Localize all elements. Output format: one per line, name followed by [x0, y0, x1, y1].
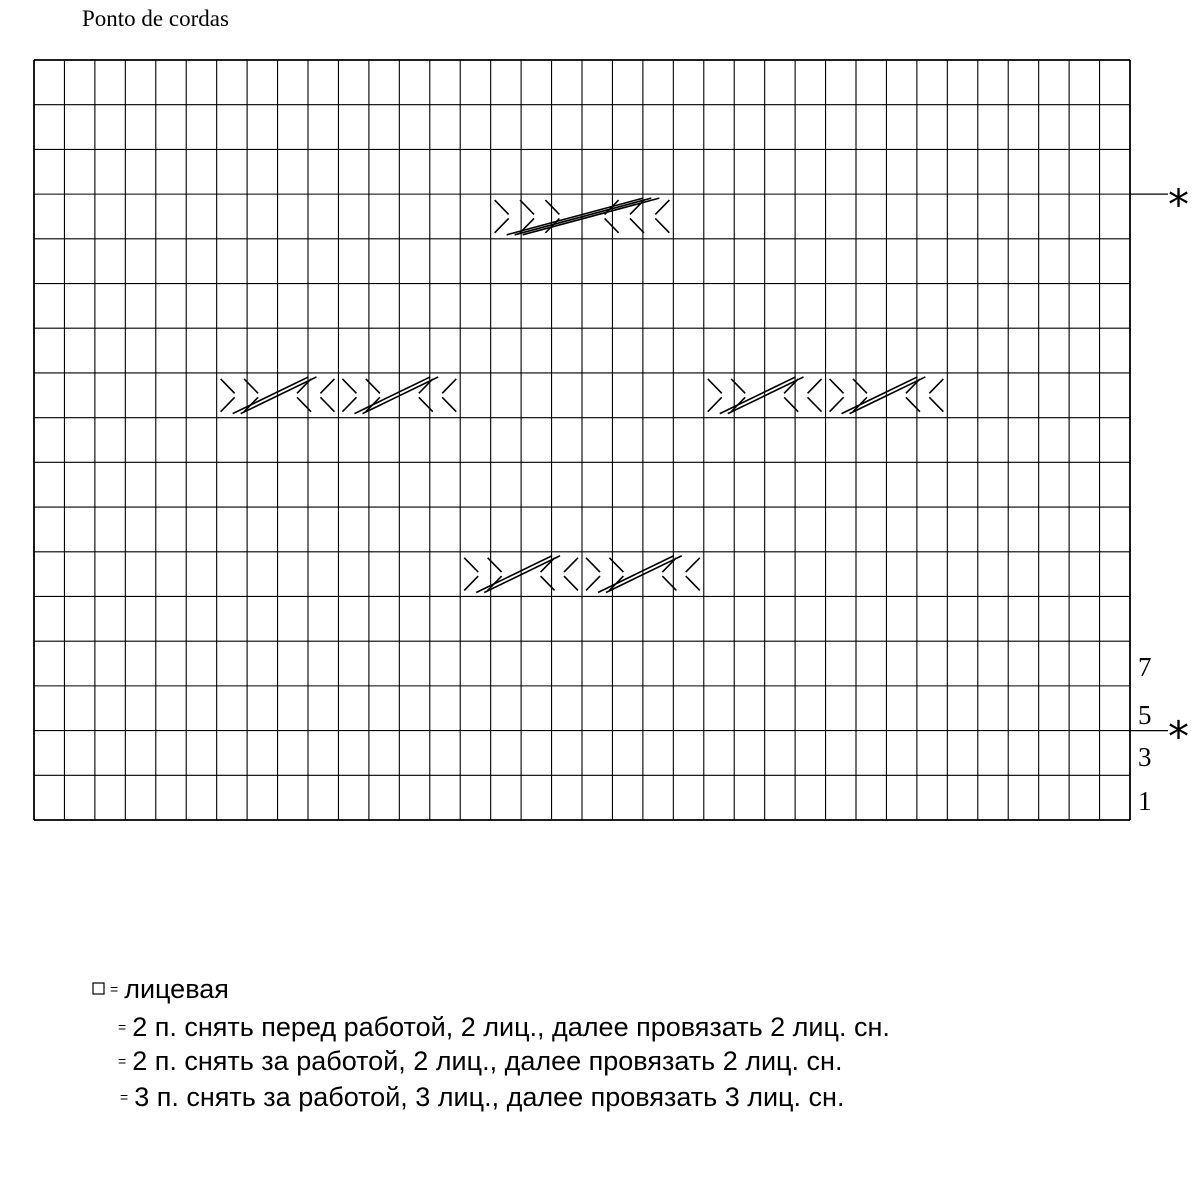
legend-equals: = — [110, 981, 119, 997]
cable-stroke — [320, 379, 334, 393]
cable-stroke — [720, 377, 796, 414]
legend-cable-stroke — [50, 1091, 106, 1103]
cable-stroke — [906, 397, 920, 411]
cable-stroke — [495, 218, 509, 232]
legend-text-knit: лицевая — [124, 973, 229, 1004]
cable-stroke — [655, 218, 669, 232]
legend-cable-stroke — [54, 1055, 66, 1061]
cable-stroke — [442, 379, 456, 393]
legend-cable-stroke — [100, 1027, 112, 1033]
cable-stroke — [354, 377, 430, 414]
cable-stroke — [929, 397, 943, 411]
cable-stroke — [731, 379, 745, 393]
cable-stroke — [830, 397, 844, 411]
legend-cable-stroke — [40, 1027, 52, 1033]
cable-stroke — [342, 379, 356, 393]
cable-stroke — [244, 379, 258, 393]
legend-cable-stroke — [47, 1027, 59, 1033]
cable-stroke — [686, 576, 700, 590]
legend-text-cable-back: 2 п. снять за работой, 2 лиц., далее провязать 2 лиц. сн. — [132, 1045, 843, 1076]
legend-cable-stroke — [40, 1021, 52, 1027]
cable-stroke — [686, 558, 700, 572]
legend-cable-stroke — [102, 1091, 114, 1097]
legend-cable-stroke — [93, 1027, 105, 1033]
cable-stroke — [366, 379, 380, 393]
legend-text-cable-front: 2 п. снять перед работой, 2 лиц., далее провязать 2 лиц. сн. — [132, 1011, 890, 1042]
legend-cable-stroke — [58, 1021, 98, 1033]
cable-stroke — [655, 200, 669, 214]
cable-stroke — [464, 558, 478, 572]
repeat-marker-bottom: * — [1168, 712, 1189, 761]
legend-equals: = — [118, 1053, 127, 1069]
cable-stroke — [586, 558, 600, 572]
legend-cable-stroke — [66, 1055, 92, 1067]
cable-stroke — [853, 379, 867, 393]
cable-stroke — [708, 379, 722, 393]
legend-cable-stroke — [61, 1061, 73, 1067]
cable-stroke — [221, 397, 235, 411]
cable-stroke — [523, 198, 660, 235]
row-number-1: 1 — [1138, 786, 1152, 816]
cable-stroke — [241, 377, 317, 414]
cable-stroke — [320, 397, 334, 411]
legend-cable-stroke — [26, 1097, 38, 1103]
row-number-7: 7 — [1138, 652, 1152, 682]
cable-stroke — [808, 397, 822, 411]
repeat-marker-top: * — [1168, 180, 1189, 229]
legend-cable-stroke — [72, 1055, 98, 1067]
row-number-5: 5 — [1138, 700, 1152, 730]
legend-cable-stroke — [54, 1061, 66, 1067]
cable-stroke — [662, 576, 676, 590]
legend-cable-stroke — [102, 1097, 114, 1103]
cable-stroke — [606, 556, 682, 593]
legend-cable-stroke — [33, 1097, 45, 1103]
legend-cable-stroke — [93, 1021, 105, 1027]
legend-equals: = — [118, 1019, 127, 1035]
legend-item-cable-3x3 — [24, 1080, 844, 1114]
cable-stroke — [605, 218, 619, 232]
cable-stroke — [488, 558, 502, 572]
cable-stroke — [630, 218, 644, 232]
cable-stroke — [515, 198, 652, 235]
legend-cable-stroke — [52, 1021, 92, 1033]
cable-stroke — [442, 397, 456, 411]
cable-2x2-front-icon — [38, 1015, 114, 1039]
cable-stroke — [808, 379, 822, 393]
cable-stroke — [830, 379, 844, 393]
cable-stroke — [297, 397, 311, 411]
cable-stroke — [850, 377, 926, 414]
legend-cable-stroke — [100, 1061, 112, 1067]
cable-stroke — [221, 379, 235, 393]
legend-cable-stroke — [95, 1091, 107, 1097]
chart-title: Ponto de cordas — [82, 6, 229, 31]
legend-cable-stroke — [88, 1091, 100, 1097]
cable-stroke — [541, 576, 555, 590]
legend-cable-stroke — [40, 1097, 52, 1103]
legend-cable-stroke — [61, 1055, 73, 1061]
legend-equals: = — [120, 1089, 129, 1105]
cable-stroke — [708, 397, 722, 411]
cable-stroke — [929, 379, 943, 393]
legend-cable-stroke — [44, 1091, 100, 1103]
legend-cable-stroke — [38, 1091, 94, 1103]
legend-cable-stroke — [93, 1055, 105, 1061]
empty-square-icon — [92, 982, 106, 996]
cable-2x2-back-icon — [52, 1049, 114, 1073]
legend-cable-stroke — [100, 1021, 112, 1027]
legend-cable-stroke — [26, 1091, 38, 1097]
legend-item-cable-back — [52, 1044, 842, 1078]
cable-stroke — [476, 556, 552, 593]
legend-cable-stroke — [88, 1097, 100, 1103]
cable-stroke — [598, 556, 674, 593]
cable-stroke — [520, 200, 534, 214]
legend-cable-stroke — [95, 1097, 107, 1103]
legend-cable-stroke — [40, 1091, 52, 1097]
legend-cable-stroke — [33, 1091, 45, 1097]
cable-stroke — [545, 200, 559, 214]
cable-stroke — [342, 397, 356, 411]
legend-text-cable-3x3: 3 п. снять за работой, 3 лиц., далее провязать 3 лиц. сн. — [134, 1081, 845, 1112]
legend-cable-stroke — [100, 1055, 112, 1061]
legend-cable-stroke — [93, 1061, 105, 1067]
cable-stroke — [233, 377, 309, 414]
cable-stroke — [609, 558, 623, 572]
cable-stroke — [464, 576, 478, 590]
cable-stroke — [728, 377, 804, 414]
cable-3x3-back-icon — [24, 1085, 116, 1109]
cable-stroke — [586, 576, 600, 590]
cable-stroke — [564, 576, 578, 590]
cable-stroke — [484, 556, 560, 593]
cable-stroke — [507, 198, 644, 235]
cable-stroke — [564, 558, 578, 572]
legend-item-cable-front — [38, 1010, 890, 1044]
cable-stroke — [419, 397, 433, 411]
cable-stroke — [784, 397, 798, 411]
cable-stroke — [842, 377, 918, 414]
cable-stroke — [362, 377, 438, 414]
legend-item-knit — [92, 972, 229, 1006]
legend-cable-stroke — [47, 1021, 59, 1027]
row-number-3: 3 — [1138, 742, 1152, 772]
cable-stroke — [495, 200, 509, 214]
